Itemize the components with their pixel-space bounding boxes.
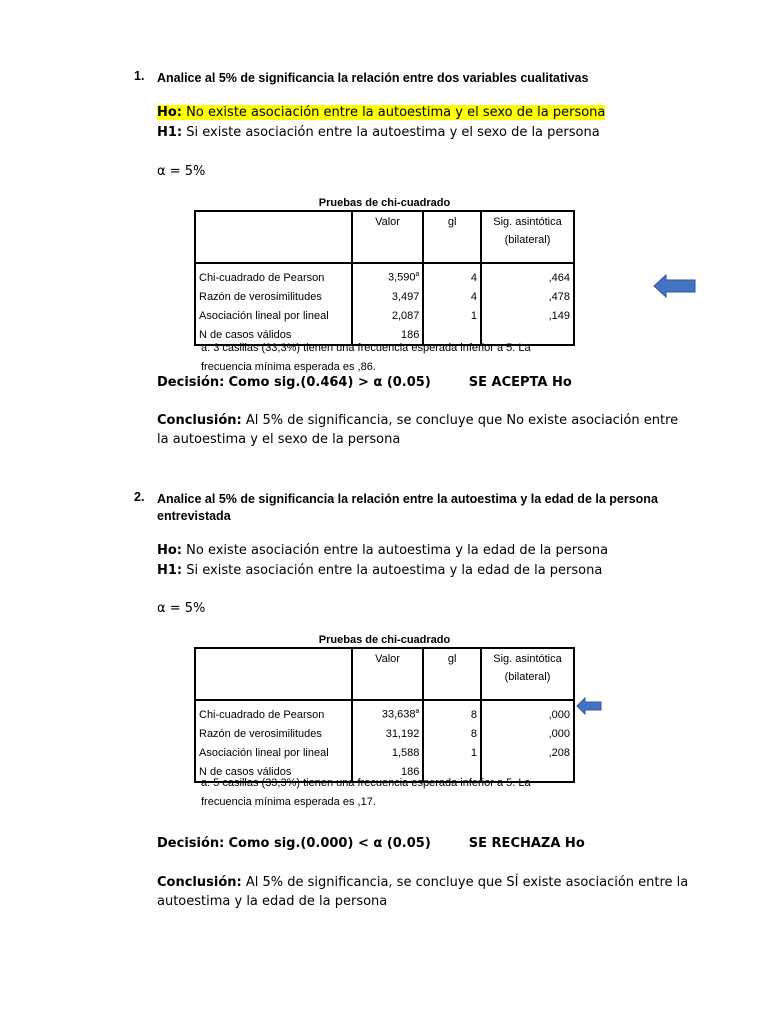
question-1: Analice al 5% de significancia la relación entre dos variables cualitativas — [157, 71, 589, 85]
chi-square-table-1 — [194, 210, 575, 346]
conclusion-1-line2: la autoestima y el sexo de la persona — [157, 432, 401, 447]
ho-text: No existe asociación entre la autoestima y el sexo de la persona — [186, 105, 606, 120]
table-header-row — [195, 211, 574, 263]
hypothesis-ho-2: Ho: No existe asociación entre la autoestima y la edad de la persona — [157, 543, 609, 558]
table-title-1: Pruebas de chi-cuadrado — [318, 197, 451, 209]
decision-2: Decisión: Como sig.(0.000) < α (0.05) SE RECHAZA Ho — [157, 836, 585, 851]
chi-square-table-2 — [194, 647, 575, 783]
hypothesis-h1-2: H1: Si existe asociación entre la autoestima y la edad de la persona — [157, 563, 603, 578]
alpha-1: α = 5% — [157, 164, 206, 179]
table-row: Asociación lineal por lineal 2,087 1 ,149 — [195, 306, 574, 325]
hypothesis-ho-1 — [157, 105, 605, 120]
hypothesis-h1-1 — [157, 125, 600, 140]
table-row: Asociación lineal por lineal 1,588 1 ,208 — [195, 743, 574, 762]
header-empty — [195, 211, 352, 263]
conclusion-2: Conclusión: Al 5% de significancia, se concluye que SÍ existe asociación entre la — [157, 875, 689, 890]
table-row: Razón de verosimilitudes 31,192 8 ,000 — [195, 724, 574, 743]
left-arrow-icon — [653, 274, 697, 298]
decision-1: Decisión: Como sig.(0.464) > α (0.05) SE ACEPTA Ho — [157, 375, 572, 390]
ho-label: Ho: — [157, 105, 183, 120]
question-2: Analice al 5% de significancia la relación entre la autoestima y la edad de la persona — [157, 492, 658, 506]
h1-label: H1: — [157, 125, 183, 140]
table-row: Razón de verosimilitudes 3,497 4 ,478 — [195, 287, 574, 306]
table-header-row: Valor gl Sig. asintótica (bilateral) — [195, 648, 574, 700]
h1-text: Si existe asociación entre la autoestima y el sexo de la persona — [186, 125, 600, 140]
conclusion-2-line2: autoestima y la edad de la persona — [157, 894, 388, 909]
table-row: Chi-cuadrado de Pearson 3,590$^a$ 4 ,464 — [195, 263, 574, 287]
header-valor: Valor — [352, 211, 424, 263]
question-number-1: 1. — [134, 69, 145, 83]
alpha-2: α = 5% — [157, 601, 206, 616]
table-row: N de casos válidos 186 — [195, 325, 574, 345]
question-number-2: 2. — [134, 490, 145, 504]
header-sig: Sig. asintótica (bilateral) — [481, 211, 574, 263]
question-2-line2: entrevistada — [157, 509, 231, 523]
table-footnote-2: a. 5 casillas (33,3%) tienen una frecuencia esperada inferior a 5. La frecuencia mínima esperada es ,17. — [201, 777, 531, 808]
table-footnote-1: a. 3 casillas (33,3%) tienen una frecuencia esperada inferior a 5. La frecuencia mínima esperada es ,86. — [201, 342, 531, 373]
table-row: N de casos válidos 186 — [195, 762, 574, 782]
table-title-2: Pruebas de chi-cuadrado — [318, 634, 451, 646]
conclusion-1: Conclusión: Al 5% de significancia, se concluye que No existe asociación entre — [157, 413, 679, 428]
table-row: Chi-cuadrado de Pearson 33,638$^a$ 8 ,000 — [195, 700, 574, 724]
header-gl: gl — [423, 211, 481, 263]
left-arrow-icon — [576, 697, 602, 715]
